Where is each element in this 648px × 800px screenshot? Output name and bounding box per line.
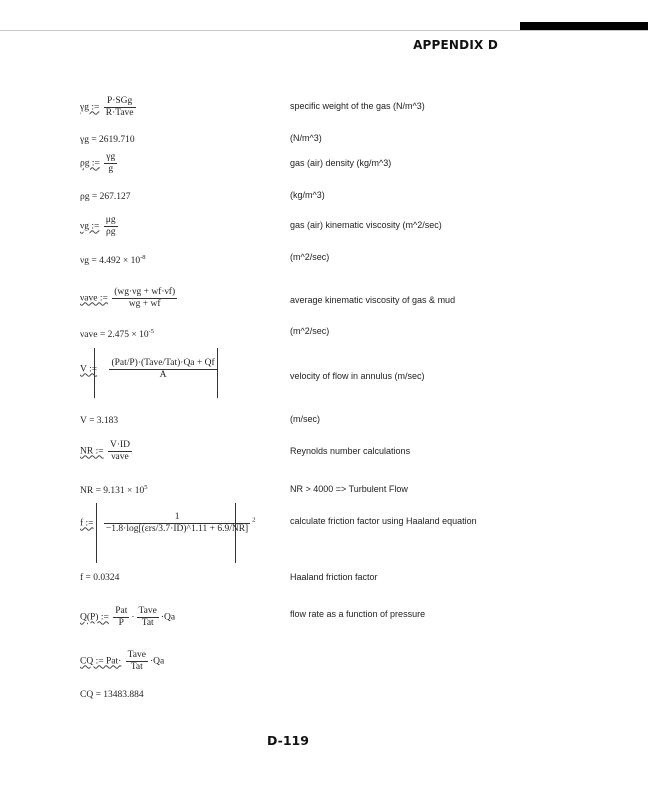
equation-lhs: CQ := Pat· <box>80 656 122 667</box>
description-rho-g-unit: (kg/m^3) <box>290 190 325 200</box>
equation-nu-ave-definition <box>80 287 179 310</box>
result-friction: f = 0.0324 <box>80 573 120 583</box>
page-number: D-119 <box>267 733 309 748</box>
fraction-pressure <box>113 606 129 629</box>
equation-flow-rate-definition: Q(P) := $\frac{\text{Pat}}{P}$ · $\frac{\text{Tave}}{\text{Tat}}$ ·Qa <box>80 606 176 628</box>
fraction <box>112 287 177 310</box>
result-mantissa: νg = 4.492 × 10 <box>80 256 141 267</box>
fraction-temperature <box>137 606 159 629</box>
description-gamma-g: specific weight of the gas (N/m^3) <box>290 101 425 111</box>
numerator: P·SGg <box>104 96 136 108</box>
description-rho-g: gas (air) density (kg/m^3) <box>290 158 392 168</box>
fraction <box>109 358 216 381</box>
numerator: γg <box>106 152 116 162</box>
equation-lhs: V := <box>80 364 98 375</box>
result-cq: CQ = 13483.884 <box>80 690 144 700</box>
description-friction: calculate friction factor using Haaland equation <box>290 516 477 526</box>
description-nu-g: gas (air) kinematic viscosity (m^2/sec) <box>290 220 442 230</box>
fraction <box>108 440 132 463</box>
equation-nu-g-definition <box>80 215 120 238</box>
denominator: Tat <box>130 662 143 672</box>
fraction <box>104 96 136 119</box>
result-reynolds <box>80 484 148 496</box>
denominator: −1.8·log[(εrs/3.7·ID)^1.11 + 6.9/NR] <box>105 524 249 534</box>
equation-lhs: νg := <box>80 221 100 232</box>
denominator: wg + wf <box>128 299 161 309</box>
description-nu-g-unit: (m^2/sec) <box>290 252 330 262</box>
result-rho-g: ρg = 267.127 <box>80 192 131 202</box>
result-mantissa: NR = 9.131 × 10 <box>80 486 145 497</box>
description-friction-result: Haaland friction factor <box>290 572 378 582</box>
description-flow-rate: flow rate as a function of pressure <box>290 609 426 619</box>
description-nu-ave: average kinematic viscosity of gas & mud <box>290 295 456 305</box>
fraction <box>126 650 148 673</box>
fraction <box>104 152 117 175</box>
numerator: Pat <box>115 606 128 616</box>
equation-lhs: NR := <box>80 446 104 457</box>
equation-lhs: νave := <box>80 293 108 304</box>
equation-cq-definition <box>80 650 164 673</box>
numerator: μg <box>105 215 116 225</box>
description-gamma-g-unit: (N/m^3) <box>290 133 322 143</box>
denominator: g <box>108 164 114 174</box>
numerator: (wg·νg + wf·νf) <box>114 287 176 297</box>
equation-tail: ·Qa <box>160 612 176 623</box>
result-velocity: V = 3.183 <box>80 416 119 426</box>
equation-reynolds-definition <box>80 440 134 463</box>
numerator: V·ID <box>109 440 131 450</box>
denominator: A <box>159 370 167 380</box>
denominator: P <box>118 618 124 628</box>
equation-lhs: γg := <box>80 102 100 113</box>
numerator: (Pat/P)·(Tave/Tat)·Qa + Qf <box>111 358 215 368</box>
description-velocity: velocity of flow in annulus (m/sec) <box>290 371 425 381</box>
denominator: Tat <box>141 618 154 628</box>
numerator: 1 <box>104 512 250 524</box>
equation-friction-definition <box>80 512 255 535</box>
equation-rho-g-definition <box>80 152 119 175</box>
result-exponent: -8 <box>140 254 146 261</box>
description-nu-ave-unit: (m^2/sec) <box>290 326 330 336</box>
fraction <box>104 215 118 238</box>
denominator: νave <box>111 452 129 462</box>
numerator: Tave <box>138 606 157 616</box>
equation-velocity-definition <box>80 358 219 381</box>
equation-gamma-g-definition <box>80 96 138 119</box>
description-velocity-unit: (m/sec) <box>290 414 320 424</box>
equation-lhs: ρg := <box>80 158 100 169</box>
description-reynolds: Reynolds number calculations <box>290 446 411 456</box>
denominator: ρg <box>105 227 116 237</box>
exponent: 2 <box>252 516 256 524</box>
numerator: Tave <box>127 650 146 660</box>
denominator: R·Tave <box>105 108 134 118</box>
fraction <box>104 512 250 535</box>
result-nu-ave <box>80 328 154 340</box>
equation-lhs: Q(P) := <box>80 612 109 623</box>
description-reynolds-flow-regime: NR > 4000 => Turbulent Flow <box>290 484 408 494</box>
header-rule <box>0 30 648 31</box>
page-header-title: APPENDIX D <box>413 38 498 52</box>
result-mantissa: νave = 2.475 × 10 <box>80 330 149 341</box>
result-nu-g <box>80 254 146 266</box>
equation-tail: ·Qa <box>149 656 165 667</box>
result-gamma-g: γg = 2619.710 <box>80 135 135 145</box>
result-exponent: 5 <box>144 484 148 491</box>
equation-lhs: f := <box>80 518 94 529</box>
result-exponent: -5 <box>148 328 154 335</box>
